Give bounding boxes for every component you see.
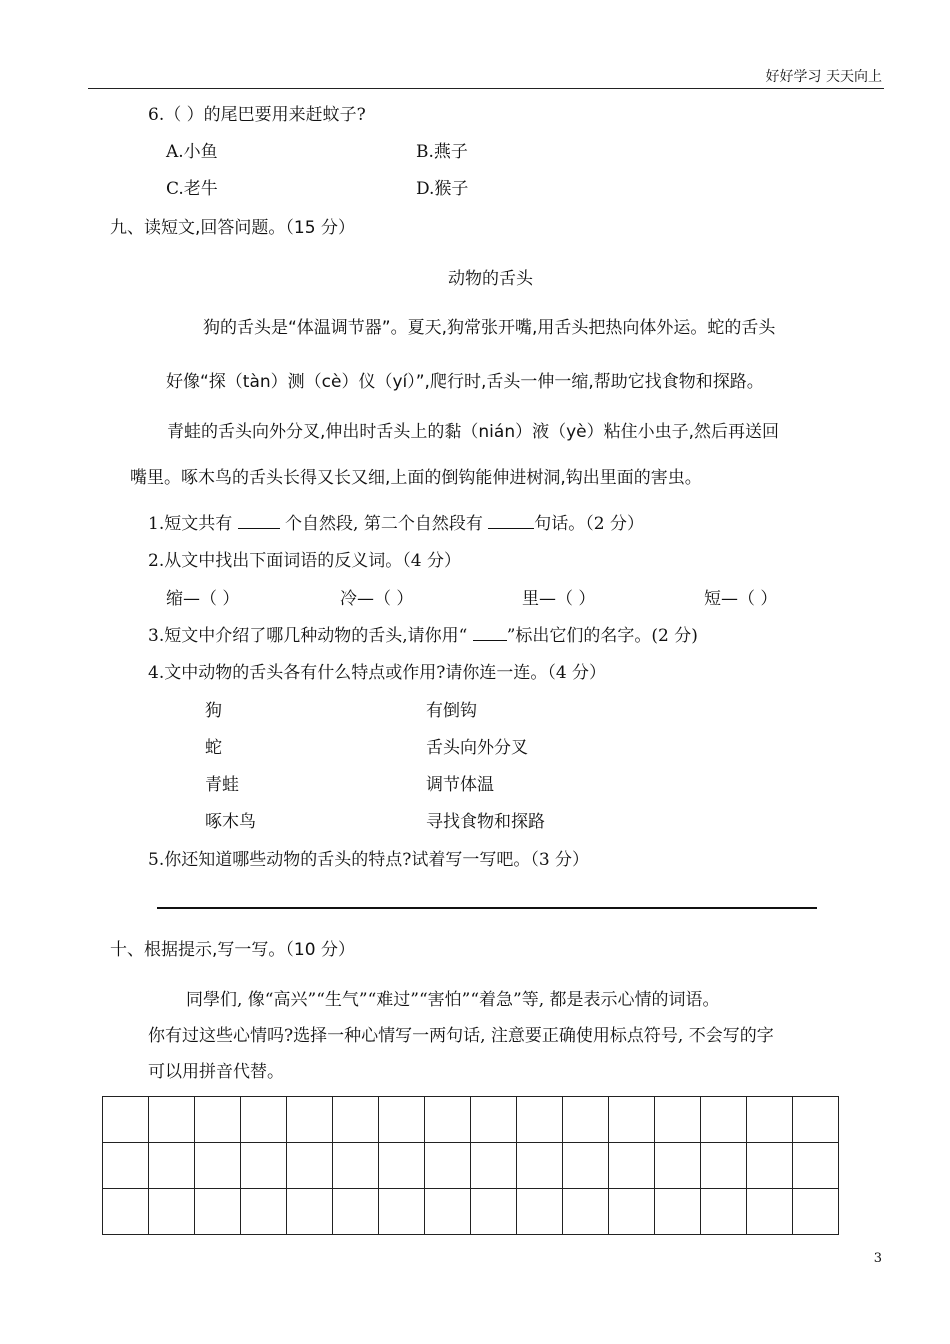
grid-cell[interactable]	[287, 1097, 333, 1143]
writing-grid[interactable]	[102, 1096, 839, 1235]
grid-cell[interactable]	[425, 1097, 471, 1143]
grid-cell[interactable]	[425, 1189, 471, 1235]
match-animal-2[interactable]: 蛇	[205, 738, 222, 758]
grid-cell[interactable]	[287, 1189, 333, 1235]
grid-cell[interactable]	[701, 1143, 747, 1189]
match-feature-4[interactable]: 寻找食物和探路	[426, 812, 545, 832]
grid-cell[interactable]	[701, 1097, 747, 1143]
match-animal-1[interactable]: 狗	[205, 701, 222, 721]
grid-cell[interactable]	[379, 1097, 425, 1143]
grid-cell[interactable]	[609, 1143, 655, 1189]
section10-prompt-line1: 同學们, 像“高兴”“生气”“难过”“害怕”“着急”等, 都是表示心情的词语。	[186, 990, 720, 1010]
grid-cell[interactable]	[517, 1097, 563, 1143]
grid-cell[interactable]	[747, 1097, 793, 1143]
grid-cell[interactable]	[793, 1189, 839, 1235]
match-animal-3[interactable]: 青蛙	[205, 775, 239, 795]
header-motto: 好好学习 天天向上	[765, 69, 882, 85]
grid-cell[interactable]	[379, 1189, 425, 1235]
q9-1-text-a: 1.短文共有	[148, 514, 238, 534]
grid-cell[interactable]	[747, 1143, 793, 1189]
q9-2-antonym-1: 缩—（ ）	[166, 589, 240, 609]
q9-2-antonym-2: 冷—（ ）	[340, 589, 414, 609]
grid-cell[interactable]	[333, 1097, 379, 1143]
grid-cell[interactable]	[517, 1189, 563, 1235]
passage-paragraph1-line2: 好像“探（tàn）测（cè）仪（yí）”,爬行时,舌头一伸一缩,帮助它找食物和探路。	[166, 372, 764, 392]
q9-3-underline-sample	[473, 639, 507, 641]
grid-cell[interactable]	[747, 1189, 793, 1235]
grid-cell[interactable]	[103, 1097, 149, 1143]
match-feature-2[interactable]: 舌头向外分叉	[426, 738, 528, 758]
grid-cell[interactable]	[103, 1143, 149, 1189]
grid-row	[103, 1097, 839, 1143]
q9-1	[148, 509, 644, 534]
grid-cell[interactable]	[793, 1097, 839, 1143]
grid-cell[interactable]	[425, 1143, 471, 1189]
grid-cell[interactable]	[241, 1189, 287, 1235]
section10-prompt-line2: 你有过这些心情吗?选择一种心情写一两句话, 注意要正确使用标点符号, 不会写的字	[148, 1026, 774, 1046]
section9-heading: 九、读短文,回答问题。（15 分）	[110, 218, 355, 238]
q9-5-stem: 5.你还知道哪些动物的舌头的特点?试着写一写吧。（3 分）	[148, 850, 590, 870]
q9-4-stem: 4.文中动物的舌头各有什么特点或作用?请你连一连。（4 分）	[148, 663, 607, 683]
grid-cell[interactable]	[333, 1143, 379, 1189]
grid-cell[interactable]	[149, 1189, 195, 1235]
grid-cell[interactable]	[287, 1143, 333, 1189]
grid-cell[interactable]	[563, 1097, 609, 1143]
q6-option-a: A.小鱼	[166, 142, 218, 162]
q9-3-text-b: ”标出它们的名字。(2 分)	[506, 626, 698, 646]
q6-stem: 6.（ ）的尾巴要用来赶蚊子?	[148, 105, 366, 125]
q9-2-stem: 2.从文中找出下面词语的反义词。（4 分）	[148, 551, 461, 571]
grid-cell[interactable]	[241, 1097, 287, 1143]
header-divider	[88, 88, 884, 89]
grid-cell[interactable]	[471, 1097, 517, 1143]
q9-3	[148, 621, 698, 646]
match-feature-3[interactable]: 调节体温	[426, 775, 494, 795]
match-animal-4[interactable]: 啄木鸟	[205, 812, 256, 832]
grid-cell[interactable]	[563, 1143, 609, 1189]
grid-cell[interactable]	[149, 1143, 195, 1189]
q9-2-antonym-3: 里—（ ）	[522, 589, 596, 609]
grid-cell[interactable]	[149, 1097, 195, 1143]
grid-cell[interactable]	[655, 1143, 701, 1189]
q6-option-b: B.燕子	[416, 142, 468, 162]
passage-paragraph1-line1: 狗的舌头是“体温调节器”。夏天,狗常张开嘴,用舌头把热向体外运。蛇的舌头	[203, 318, 776, 338]
grid-cell[interactable]	[195, 1189, 241, 1235]
grid-cell[interactable]	[793, 1143, 839, 1189]
passage-title: 动物的舌头	[448, 269, 533, 289]
grid-row	[103, 1189, 839, 1235]
grid-cell[interactable]	[471, 1189, 517, 1235]
page-number: 3	[873, 1251, 882, 1266]
grid-cell[interactable]	[195, 1097, 241, 1143]
grid-cell[interactable]	[609, 1189, 655, 1235]
q9-3-text-a: 3.短文中介绍了哪几种动物的舌头,请你用“	[148, 626, 473, 646]
q9-5-answer-line[interactable]	[157, 907, 817, 909]
grid-cell[interactable]	[655, 1097, 701, 1143]
grid-cell[interactable]	[241, 1143, 287, 1189]
q9-1-text-c: 句话。（2 分）	[534, 514, 644, 534]
grid-cell[interactable]	[563, 1189, 609, 1235]
passage-paragraph2-line1: 青蛙的舌头向外分叉,伸出时舌头上的黏（nián）液（yè）粘住小虫子,然后再送回	[167, 422, 780, 442]
grid-cell[interactable]	[379, 1143, 425, 1189]
q6-option-d: D.猴子	[416, 179, 469, 199]
section10-prompt-line3: 可以用拼音代替。	[148, 1062, 284, 1082]
grid-cell[interactable]	[609, 1097, 655, 1143]
q9-1-blank-sentences[interactable]	[488, 527, 534, 529]
passage-paragraph2-line2: 嘴里。啄木鸟的舌头长得又长又细,上面的倒钩能伸进树洞,钩出里面的害虫。	[130, 468, 702, 488]
q9-1-blank-paragraphs[interactable]	[238, 527, 280, 529]
q9-2-antonym-4: 短—（ ）	[704, 589, 778, 609]
grid-row	[103, 1143, 839, 1189]
grid-cell[interactable]	[701, 1189, 747, 1235]
grid-cell[interactable]	[195, 1143, 241, 1189]
grid-cell[interactable]	[655, 1189, 701, 1235]
grid-cell[interactable]	[471, 1143, 517, 1189]
grid-cell[interactable]	[517, 1143, 563, 1189]
q6-option-c: C.老牛	[166, 179, 218, 199]
match-feature-1[interactable]: 有倒钩	[426, 701, 477, 721]
grid-cell[interactable]	[333, 1189, 379, 1235]
grid-cell[interactable]	[103, 1189, 149, 1235]
q9-1-text-b: 个自然段, 第二个自然段有	[279, 514, 489, 534]
section10-heading: 十、根据提示,写一写。（10 分）	[110, 940, 355, 960]
